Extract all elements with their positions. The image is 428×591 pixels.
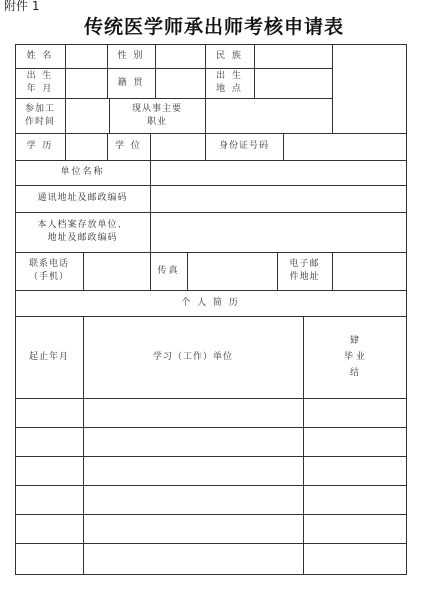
resume-status-cell[interactable] <box>303 427 406 456</box>
birth-place-label: 出 生 地 点 <box>216 71 243 94</box>
resume-unit-cell[interactable] <box>83 456 303 485</box>
resume-status-cell[interactable] <box>303 456 406 485</box>
name-field[interactable] <box>65 44 107 68</box>
archive-address-field[interactable] <box>150 212 406 252</box>
ethnicity-label: 民 族 <box>216 50 243 61</box>
education-label: 学 历 <box>26 141 54 151</box>
native-place-label: 籍 贯 <box>117 77 145 88</box>
resume-unit-cell[interactable] <box>83 485 303 514</box>
native-place-field[interactable] <box>155 68 205 98</box>
degree-field[interactable] <box>150 133 205 160</box>
email-field[interactable] <box>332 252 406 290</box>
name-label: 姓 名 <box>26 50 54 61</box>
resume-unit-cell[interactable] <box>83 514 303 543</box>
id-number-label: 身份证号码 <box>218 141 269 151</box>
grid-line <box>15 574 407 575</box>
resume-status-cell[interactable] <box>303 514 406 543</box>
occupation-field[interactable] <box>205 98 332 133</box>
education-field[interactable] <box>65 133 107 160</box>
graduation-status-header: 肄 毕 业 结 <box>344 336 365 378</box>
birth-place-field[interactable] <box>254 68 332 98</box>
resume-period-cell[interactable] <box>15 485 83 514</box>
phone-field[interactable] <box>83 252 150 290</box>
gender-field[interactable] <box>155 44 205 68</box>
study-work-unit-header: 学习（工作）单位 <box>152 351 233 362</box>
resume-status-cell[interactable] <box>303 398 406 427</box>
period-header: 起止年月 <box>28 351 69 362</box>
archive-address-label: 本人档案存放单位、 地址及邮政编码 <box>37 220 128 243</box>
birth-date-field[interactable] <box>65 68 107 98</box>
gender-label: 性 别 <box>117 50 145 61</box>
occupation-label: 现从事主要 职业 <box>131 103 182 127</box>
mailing-address-field[interactable] <box>150 185 406 212</box>
fax-label: 传真 <box>157 265 180 276</box>
ethnicity-field[interactable] <box>254 44 332 68</box>
resume-unit-cell[interactable] <box>83 543 303 574</box>
work-start-label: 参加工 作时间 <box>24 103 55 127</box>
degree-label: 学 位 <box>115 141 142 151</box>
resume-period-cell[interactable] <box>15 427 83 456</box>
resume-period-cell[interactable] <box>15 543 83 574</box>
email-label: 电子邮 件地址 <box>289 259 320 282</box>
resume-section-title: 个 人 简 历 <box>181 297 240 308</box>
resume-unit-cell[interactable] <box>83 398 303 427</box>
birth-date-label: 出 生 年 月 <box>26 71 54 94</box>
photo-field[interactable] <box>332 44 406 133</box>
work-start-field[interactable] <box>65 98 109 133</box>
id-number-field[interactable] <box>283 133 406 160</box>
resume-period-cell[interactable] <box>15 398 83 427</box>
resume-status-cell[interactable] <box>303 485 406 514</box>
attachment-label: 附件 1 <box>4 0 40 13</box>
resume-period-cell[interactable] <box>15 514 83 543</box>
resume-status-cell[interactable] <box>303 543 406 574</box>
fax-field[interactable] <box>187 252 277 290</box>
resume-period-cell[interactable] <box>15 456 83 485</box>
form-title: 传统医学师承出师考核申请表 <box>83 16 344 38</box>
grid-line <box>406 44 407 575</box>
employer-field[interactable] <box>150 160 406 185</box>
employer-label: 单位名称 <box>60 167 105 177</box>
resume-unit-cell[interactable] <box>83 427 303 456</box>
mailing-address-label: 通讯地址及邮政编码 <box>37 193 128 203</box>
phone-label: 联系电话 （手机） <box>28 259 69 282</box>
